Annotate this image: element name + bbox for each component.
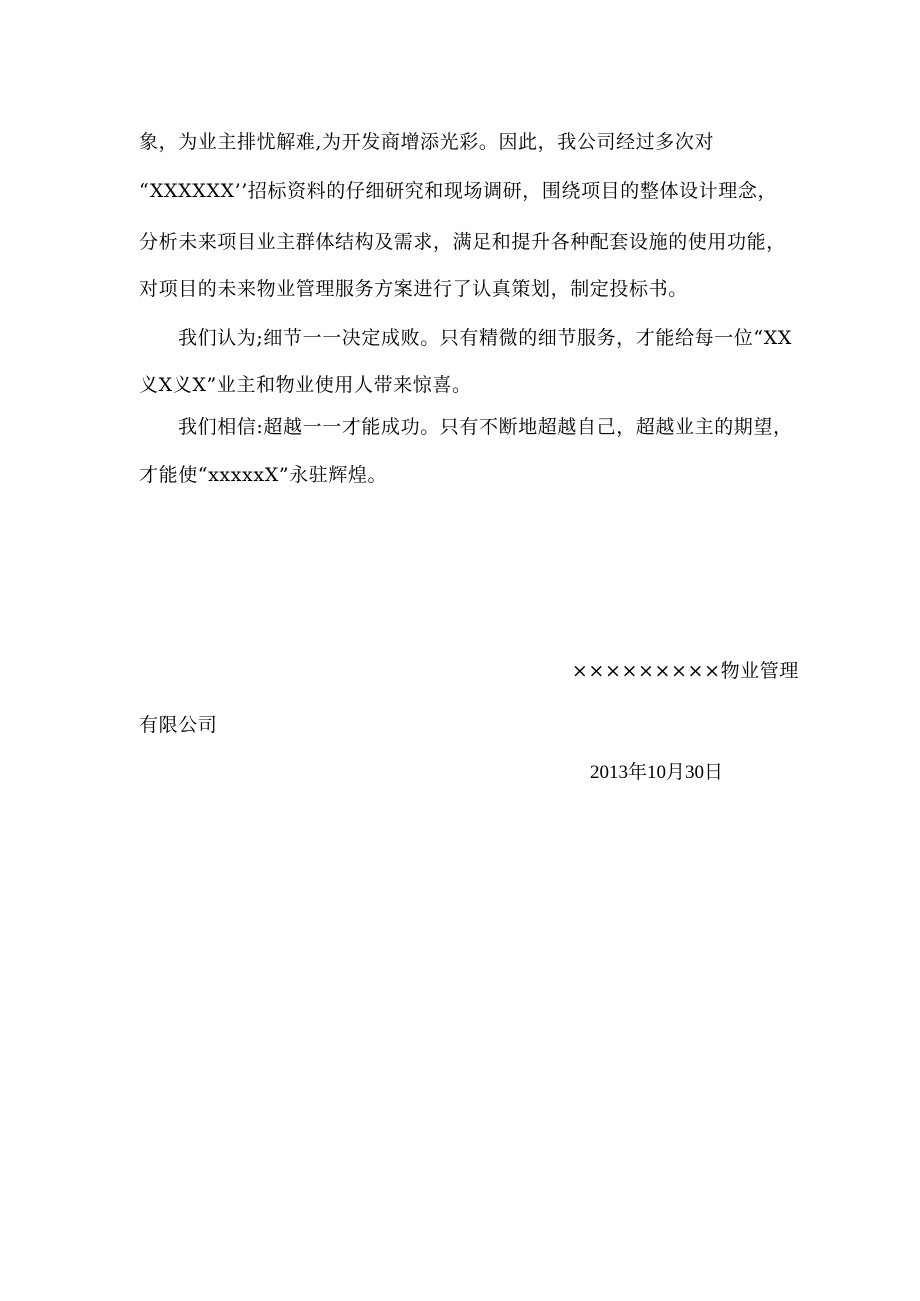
body-line-3: 分析未来项目业主群体结构及需求，满足和提升各种配套设施的使用功能， <box>139 231 786 253</box>
body-line-5: 我们认为;细节一一决定成败。只有精微的细节服务，才能给每一位“XX <box>178 327 792 349</box>
body-line-8: 才能使“xxxxxX”永驻辉煌。 <box>139 464 388 486</box>
body-line-1: 象，为业主排忧解难,为开发商增添光彩。因此，我公司经过多次对 <box>139 131 715 153</box>
body-line-7: 我们相信:超越一一才能成功。只有不断地超越自己，超越业主的期望， <box>178 416 793 438</box>
body-line-4: 对项目的未来物业管理服务方案进行了认真策划，制定投标书。 <box>139 278 688 300</box>
signature-company-line2: 有限公司 <box>139 714 218 736</box>
body-line-2: “XXXXXX’’招标资料的仔细研究和现场调研，围绕项目的整体设计理念， <box>139 180 778 202</box>
signature-company-line1: ×××××××××物业管理 <box>571 660 799 682</box>
body-line-6: 义X义X”业主和物业使用人带来惊喜。 <box>139 374 472 396</box>
signature-date: 2013年10月30日 <box>590 762 724 783</box>
